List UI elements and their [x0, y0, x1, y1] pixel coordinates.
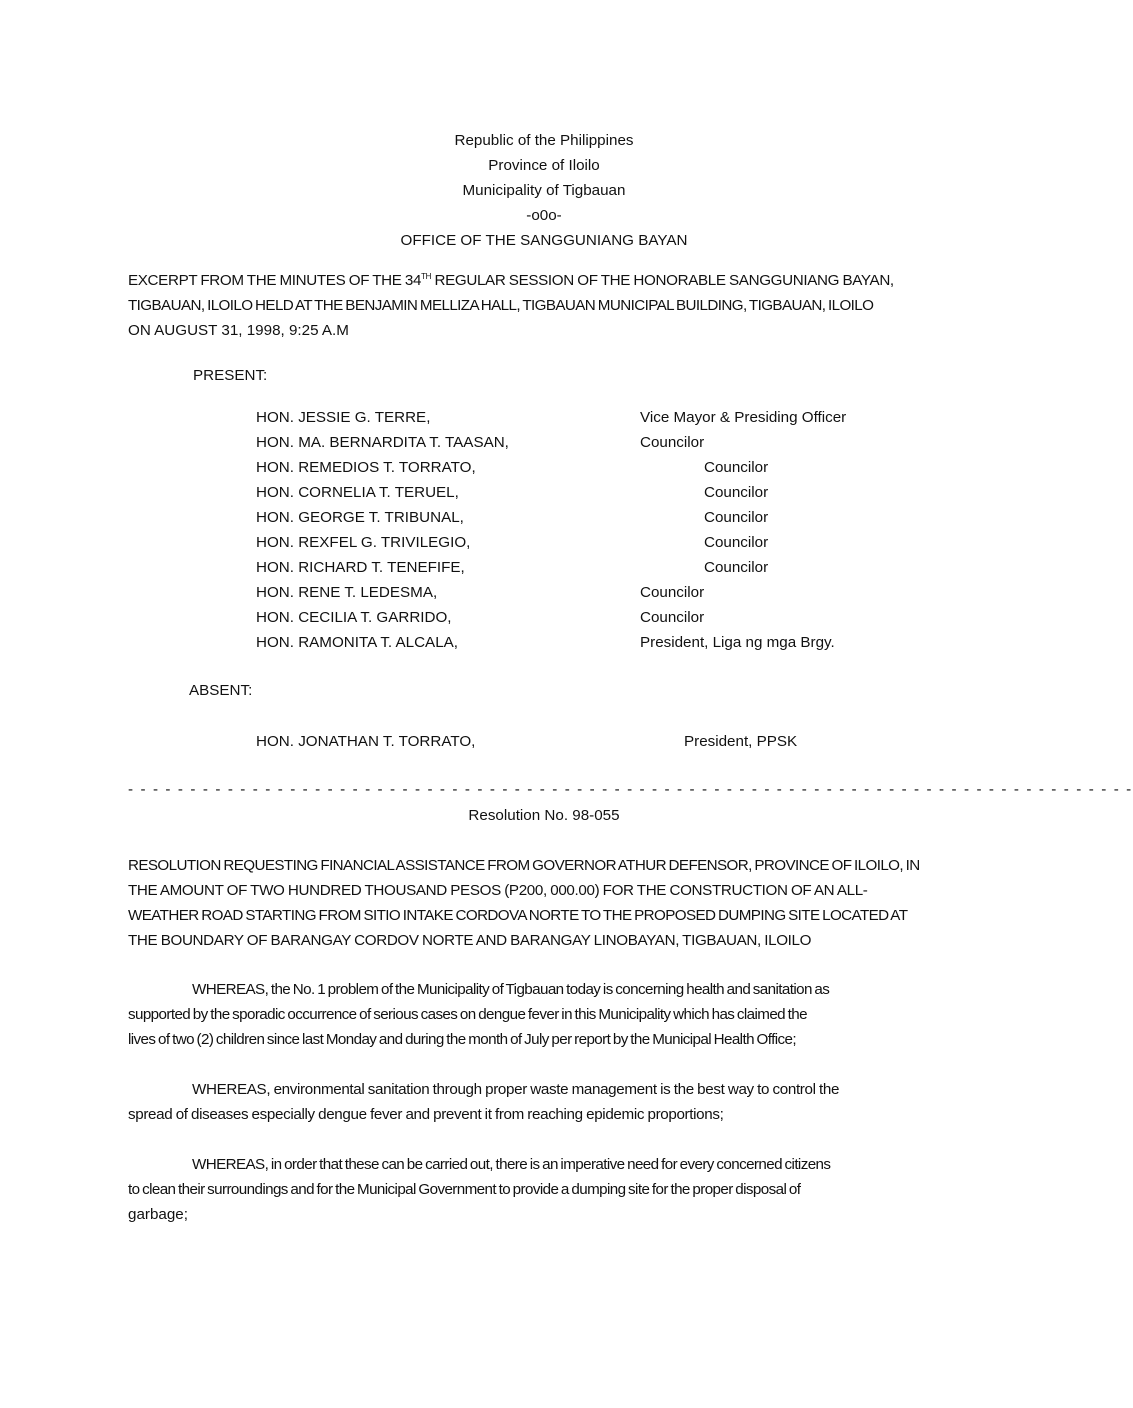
clause-line: WHEREAS, environmental sanitation through proper waste management is the best way to control the — [192, 1081, 840, 1098]
clause-line: garbage; — [128, 1206, 188, 1223]
excerpt-text: REGULAR SESSION OF THE HONORABLE SANGGUNIANG BAYAN, — [431, 272, 894, 289]
attendee-row — [256, 555, 956, 580]
republic-line: Republic of the Philippines — [454, 132, 634, 149]
attendee-name: HON. CECILIA T. GARRIDO, — [256, 609, 452, 626]
excerpt-line: ON AUGUST 31, 1998, 9:25 A.M — [128, 322, 349, 339]
office-line: OFFICE OF THE SANGGUNIANG BAYAN — [400, 232, 688, 249]
attendee-name: HON. RAMONITA T. ALCALA, — [256, 634, 458, 651]
clause-line: WHEREAS, in order that these can be carried out, there is an imperative need for every concerned citizens — [192, 1156, 831, 1173]
attendee-role: Councilor — [640, 584, 705, 601]
municipality-line: Municipality of Tigbauan — [462, 182, 626, 199]
attendee-row — [256, 430, 956, 455]
excerpt-line: TIGBAUAN, ILOILO HELD AT THE BENJAMIN MELLIZA HALL, TIGBAUAN MUNICIPAL BUILDING, TIGBAUAN, ILOILO — [128, 297, 874, 314]
attendee-name: HON. CORNELIA T. TERUEL, — [256, 484, 459, 501]
present-label: PRESENT: — [193, 367, 268, 384]
attendee-name: HON. MA. BERNARDITA T. TAASAN, — [256, 434, 509, 451]
resolution-number: Resolution No. 98-055 — [468, 807, 620, 824]
attendee-name: HON. REXFEL G. TRIVILEGIO, — [256, 534, 471, 551]
ordinal-suffix: TH — [421, 272, 432, 281]
dashed-divider: - - - - - - - - - - - - - - - - - - - - - - - - - - - - - - - - - - - - - - - - - - - - - - - - - - - - - - - - - - - - - - - - - - - - - - - - - - - - - - - - - — [128, 781, 1133, 798]
attendee-row — [256, 405, 956, 430]
attendee-row — [256, 530, 956, 555]
absentee-role: President, PPSK — [684, 733, 798, 750]
attendee-row — [256, 505, 956, 530]
attendee-role: Vice Mayor & Presiding Officer — [640, 409, 847, 426]
attendee-role: Councilor — [704, 534, 769, 551]
whereas-clause — [128, 1077, 958, 1127]
attendee-role: Councilor — [704, 459, 769, 476]
attendee-row — [256, 630, 956, 655]
attendee-name: HON. RICHARD T. TENEFIFE, — [256, 559, 465, 576]
whereas-clause — [128, 1152, 958, 1227]
session-excerpt — [128, 268, 958, 343]
attendee-role: Councilor — [704, 509, 769, 526]
attendee-name: HON. GEORGE T. TRIBUNAL, — [256, 509, 464, 526]
absentee-row — [256, 729, 956, 754]
absent-label: ABSENT: — [189, 682, 253, 699]
resolution-title-line: WEATHER ROAD STARTING FROM SITIO INTAKE CORDOVA NORTE TO THE PROPOSED DUMPING SITE LOCATED AT — [128, 907, 908, 924]
attendee-role: Councilor — [704, 559, 769, 576]
attendee-row — [256, 480, 956, 505]
resolution-title-line: RESOLUTION REQUESTING FINANCIAL ASSISTANCE FROM GOVERNOR ATHUR DEFENSOR, PROVINCE OF ILOILO, IN — [128, 857, 920, 874]
header-separator: -o0o- — [526, 207, 562, 224]
attendee-role: Councilor — [704, 484, 769, 501]
absentee-name: HON. JONATHAN T. TORRATO, — [256, 733, 476, 750]
province-line: Province of Iloilo — [488, 157, 600, 174]
attendee-name: HON. RENE T. LEDESMA, — [256, 584, 438, 601]
attendee-role: President, Liga ng mga Brgy. — [640, 634, 835, 651]
clause-line: WHEREAS, the No. 1 problem of the Municipality of Tigbauan today is concerning health and sanitation as — [192, 981, 830, 998]
resolution-title — [128, 853, 958, 953]
letterhead — [0, 128, 1088, 253]
resolution-title-line: THE BOUNDARY OF BARANGAY CORDOV NORTE AND BARANGAY LINOBAYAN, TIGBAUAN, ILOILO — [128, 932, 812, 949]
attendee-name: HON. REMEDIOS T. TORRATO, — [256, 459, 476, 476]
attendee-role: Councilor — [640, 609, 705, 626]
attendee-row — [256, 580, 956, 605]
whereas-clause — [128, 977, 958, 1052]
excerpt-text: EXCERPT FROM THE MINUTES OF THE 34 — [128, 272, 422, 289]
attendee-row — [256, 605, 956, 630]
clause-line: spread of diseases especially dengue fever and prevent it from reaching epidemic proportions; — [128, 1106, 724, 1123]
clause-line: supported by the sporadic occurrence of serious cases on dengue fever in this Municipality which has claimed the — [128, 1006, 807, 1023]
clause-line: lives of two (2) children since last Monday and during the month of July per report by the Municipal Health Office; — [128, 1031, 796, 1048]
attendee-row — [256, 455, 956, 480]
attendee-name: HON. JESSIE G. TERRE, — [256, 409, 431, 426]
resolution-title-line: THE AMOUNT OF TWO HUNDRED THOUSAND PESOS (P200, 000.00) FOR THE CONSTRUCTION OF AN ALL- — [128, 882, 868, 899]
excerpt-line — [128, 268, 958, 293]
clause-line: to clean their surroundings and for the Municipal Government to provide a dumping site for the proper disposal of — [128, 1181, 801, 1198]
attendee-role: Councilor — [640, 434, 705, 451]
